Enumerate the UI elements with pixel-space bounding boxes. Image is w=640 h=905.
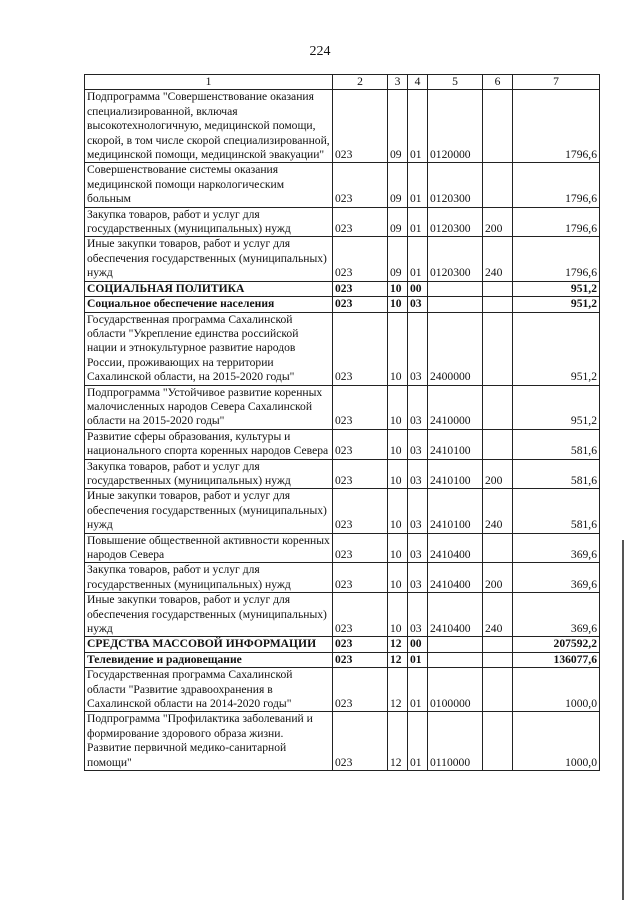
table-header-row	[85, 75, 600, 90]
cell-expense-type	[483, 312, 513, 385]
cell-name: Повышение общественной активности коренных народов Севера	[85, 533, 333, 563]
cell-subsection: 01	[408, 652, 428, 667]
table-row	[85, 237, 600, 281]
cell-expense-type: 200	[483, 207, 513, 237]
cell-section: 09	[388, 90, 408, 163]
cell-section: 10	[388, 312, 408, 385]
cell-name: Подпрограмма "Устойчивое развитие коренных малочисленных народов Севера Сахалинской области на 2015-2020 годы"	[85, 385, 333, 429]
cell-name: Телевидение и радиовещание	[85, 652, 333, 667]
table-row	[85, 312, 600, 385]
cell-expense-type	[483, 297, 513, 312]
cell-subsection: 01	[408, 163, 428, 207]
cell-expense-type: 240	[483, 593, 513, 637]
cell-section: 12	[388, 652, 408, 667]
cell-name: Закупка товаров, работ и услуг для государственных (муниципальных) нужд	[85, 459, 333, 489]
cell-target-article: 2410400	[428, 593, 483, 637]
cell-section: 12	[388, 637, 408, 652]
table-row	[85, 637, 600, 652]
cell-expense-type: 240	[483, 237, 513, 281]
cell-sum: 581,6	[513, 459, 600, 489]
cell-ministry: 023	[333, 163, 388, 207]
cell-name: Социальное обеспечение населения	[85, 297, 333, 312]
cell-expense-type: 240	[483, 489, 513, 533]
cell-subsection: 00	[408, 281, 428, 296]
cell-ministry: 023	[333, 459, 388, 489]
cell-name: Государственная программа Сахалинской области "Развитие здравоохранения в Сахалинской области на 2014-2020 годы"	[85, 668, 333, 712]
cell-target-article	[428, 297, 483, 312]
cell-sum: 136077,6	[513, 652, 600, 667]
cell-sum: 951,2	[513, 385, 600, 429]
cell-sum: 1796,6	[513, 163, 600, 207]
header-col-1: 1	[85, 75, 333, 90]
cell-subsection: 01	[408, 712, 428, 771]
cell-ministry: 023	[333, 652, 388, 667]
table-row	[85, 712, 600, 771]
table-row	[85, 207, 600, 237]
cell-name: СОЦИАЛЬНАЯ ПОЛИТИКА	[85, 281, 333, 296]
cell-section: 09	[388, 237, 408, 281]
table-row	[85, 533, 600, 563]
cell-section: 10	[388, 533, 408, 563]
cell-sum: 1000,0	[513, 712, 600, 771]
cell-target-article	[428, 281, 483, 296]
cell-subsection: 03	[408, 459, 428, 489]
cell-target-article: 2410100	[428, 429, 483, 459]
cell-target-article: 2410100	[428, 489, 483, 533]
cell-expense-type: 200	[483, 459, 513, 489]
cell-sum: 207592,2	[513, 637, 600, 652]
cell-name: Закупка товаров, работ и услуг для государственных (муниципальных) нужд	[85, 563, 333, 593]
cell-sum: 369,6	[513, 533, 600, 563]
cell-subsection: 01	[408, 237, 428, 281]
cell-ministry: 023	[333, 712, 388, 771]
cell-target-article: 2410400	[428, 563, 483, 593]
table-row	[85, 459, 600, 489]
table-row	[85, 652, 600, 667]
cell-name: Иные закупки товаров, работ и услуг для обеспечения государственных (муниципальных) нужд	[85, 489, 333, 533]
cell-sum: 1796,6	[513, 207, 600, 237]
cell-sum: 951,2	[513, 281, 600, 296]
cell-ministry: 023	[333, 429, 388, 459]
cell-expense-type	[483, 429, 513, 459]
cell-sum: 1796,6	[513, 90, 600, 163]
cell-target-article: 0120300	[428, 237, 483, 281]
header-col-2: 2	[333, 75, 388, 90]
cell-subsection: 00	[408, 637, 428, 652]
table-body	[85, 90, 600, 771]
cell-sum: 581,6	[513, 429, 600, 459]
cell-target-article: 0120000	[428, 90, 483, 163]
table-row	[85, 429, 600, 459]
cell-sum: 951,2	[513, 297, 600, 312]
cell-target-article: 0120300	[428, 207, 483, 237]
cell-subsection: 01	[408, 668, 428, 712]
cell-ministry: 023	[333, 207, 388, 237]
cell-ministry: 023	[333, 489, 388, 533]
page-number: 224	[309, 44, 331, 59]
cell-section: 09	[388, 207, 408, 237]
cell-ministry: 023	[333, 312, 388, 385]
cell-expense-type: 200	[483, 563, 513, 593]
cell-subsection: 01	[408, 207, 428, 237]
cell-name: Развитие сферы образования, культуры и национального спорта коренных народов Севера	[85, 429, 333, 459]
cell-sum: 1000,0	[513, 668, 600, 712]
cell-section: 12	[388, 712, 408, 771]
cell-expense-type	[483, 385, 513, 429]
cell-sum: 581,6	[513, 489, 600, 533]
cell-section: 10	[388, 281, 408, 296]
cell-expense-type	[483, 533, 513, 563]
cell-expense-type	[483, 652, 513, 667]
cell-ministry: 023	[333, 593, 388, 637]
cell-subsection: 03	[408, 312, 428, 385]
table-row	[85, 563, 600, 593]
cell-subsection: 03	[408, 533, 428, 563]
header-col-4: 4	[408, 75, 428, 90]
cell-target-article: 0100000	[428, 668, 483, 712]
cell-target-article	[428, 652, 483, 667]
cell-sum: 369,6	[513, 563, 600, 593]
cell-expense-type	[483, 668, 513, 712]
cell-ministry: 023	[333, 563, 388, 593]
cell-ministry: 023	[333, 385, 388, 429]
cell-subsection: 03	[408, 563, 428, 593]
table-row	[85, 163, 600, 207]
margin-line	[622, 540, 624, 900]
cell-expense-type	[483, 637, 513, 652]
header-col-7: 7	[513, 75, 600, 90]
cell-target-article: 0120300	[428, 163, 483, 207]
table-row	[85, 90, 600, 163]
budget-table	[84, 74, 600, 771]
cell-target-article: 0110000	[428, 712, 483, 771]
cell-section: 10	[388, 297, 408, 312]
cell-section: 10	[388, 489, 408, 533]
cell-expense-type	[483, 281, 513, 296]
cell-sum: 1796,6	[513, 237, 600, 281]
cell-section: 10	[388, 563, 408, 593]
cell-subsection: 03	[408, 489, 428, 533]
cell-ministry: 023	[333, 297, 388, 312]
cell-name: Закупка товаров, работ и услуг для государственных (муниципальных) нужд	[85, 207, 333, 237]
cell-subsection: 03	[408, 297, 428, 312]
cell-name: Подпрограмма "Совершенствование оказания специализированной, включая высокотехнологичную, медицинской помощи, скорой, в том числе скорой специализированной, медицинской помощи, медицинской эвакуации"	[85, 90, 333, 163]
cell-sum: 951,2	[513, 312, 600, 385]
cell-expense-type	[483, 712, 513, 771]
cell-section: 09	[388, 163, 408, 207]
cell-ministry: 023	[333, 637, 388, 652]
cell-ministry: 023	[333, 533, 388, 563]
cell-expense-type	[483, 163, 513, 207]
cell-ministry: 023	[333, 281, 388, 296]
cell-target-article: 2400000	[428, 312, 483, 385]
cell-section: 10	[388, 593, 408, 637]
header-col-6: 6	[483, 75, 513, 90]
cell-ministry: 023	[333, 668, 388, 712]
cell-name: Иные закупки товаров, работ и услуг для обеспечения государственных (муниципальных) нужд	[85, 237, 333, 281]
cell-name: Совершенствование системы оказания медицинской помощи наркологическим больным	[85, 163, 333, 207]
cell-name: Иные закупки товаров, работ и услуг для обеспечения государственных (муниципальных) нужд	[85, 593, 333, 637]
cell-section: 10	[388, 459, 408, 489]
cell-section: 10	[388, 429, 408, 459]
table-row	[85, 593, 600, 637]
cell-ministry: 023	[333, 90, 388, 163]
cell-name: СРЕДСТВА МАССОВОЙ ИНФОРМАЦИИ	[85, 637, 333, 652]
cell-subsection: 03	[408, 593, 428, 637]
table-row	[85, 281, 600, 296]
table-row	[85, 668, 600, 712]
cell-subsection: 03	[408, 385, 428, 429]
table-row	[85, 297, 600, 312]
cell-target-article	[428, 637, 483, 652]
cell-target-article: 2410000	[428, 385, 483, 429]
cell-expense-type	[483, 90, 513, 163]
table-row	[85, 489, 600, 533]
header-col-5: 5	[428, 75, 483, 90]
cell-name: Государственная программа Сахалинской области "Укрепление единства российской нации и этнокультурное развитие народов России, проживающих на территории Сахалинской области, на 2015-2020 годы"	[85, 312, 333, 385]
cell-target-article: 2410400	[428, 533, 483, 563]
header-col-3: 3	[388, 75, 408, 90]
cell-target-article: 2410100	[428, 459, 483, 489]
cell-section: 12	[388, 668, 408, 712]
cell-subsection: 03	[408, 429, 428, 459]
table-row	[85, 385, 600, 429]
cell-subsection: 01	[408, 90, 428, 163]
cell-name: Подпрограмма "Профилактика заболеваний и формирование здорового образа жизни. Развитие первичной медико-санитарной помощи"	[85, 712, 333, 771]
cell-section: 10	[388, 385, 408, 429]
cell-ministry: 023	[333, 237, 388, 281]
cell-sum: 369,6	[513, 593, 600, 637]
